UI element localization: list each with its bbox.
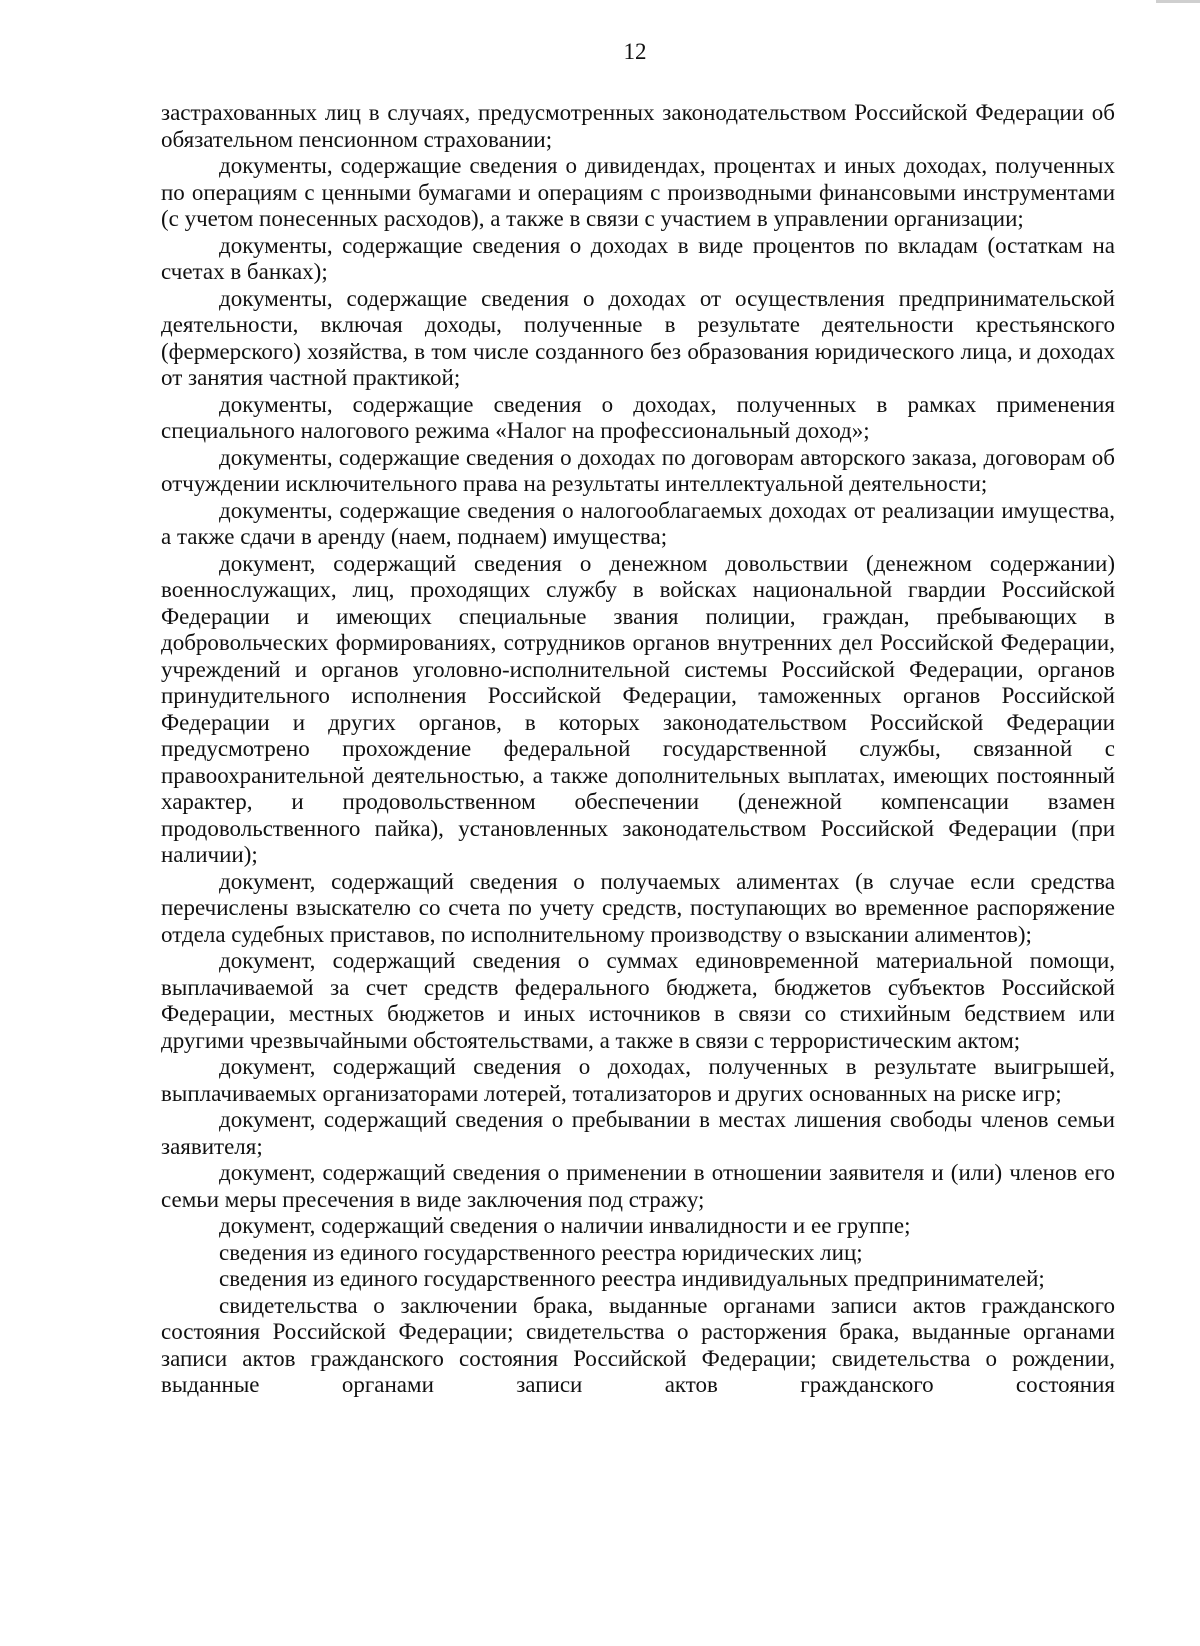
document-body [161,100,1115,1399]
paragraph-professional-income-tax: документы, содержащие сведения о доходах, полученных в рамках применения специального налогового режима «Налог на профессиональный доход»; [161,391,1115,443]
paragraph-material-aid: документ, содержащий сведения о суммах единовременной материальной помощи, выплачиваемой за счет средств федерального бюджета, бюджетов субъектов Российской Федерации, местных бюджетов и иных источников в связи со стихийным бедствием или другими чрезвычайными обстоятельствами, а также в связи с террористическим актом; [161,948,1115,1053]
paragraph-author-contracts: документы, содержащие сведения о доходах по договорам авторского заказа, договорам об отчуждении исключительного права на результаты интеллектуальной деятельности; [161,444,1115,496]
paragraph-business-income: документы, содержащие сведения о доходах от осуществления предпринимательской деятельности, включая доходы, полученные в результате деятельности крестьянского (фермерского) хозяйства, в том числе созданного без образования юридического лица, и доходах от занятия частной практикой; [161,285,1115,390]
paragraph-custody: документ, содержащий сведения о применении в отношении заявителя и (или) членов его семьи меры пресечения в виде заключения под стражу; [161,1160,1115,1212]
page-number: 12 [623,39,647,64]
paragraph-imprisonment: документ, содержащий сведения о пребывании в местах лишения свободы членов семьи заявителя; [161,1107,1115,1159]
paragraph-alimony: документ, содержащий сведения о получаемых алиментах (в случае если средства перечислены взыскателю со счета по учету средств, поступающих во временное распоряжение отдела судебных приставов, по исполнительному производству о взыскании алиментов); [161,868,1115,947]
paragraph-disability: документ, содержащий сведения о наличии инвалидности и ее группе; [219,1213,911,1238]
scan-edge-mark [1156,0,1200,3]
paragraph-lottery-winnings: документ, содержащий сведения о доходах, полученных в результате выигрышей, выплачиваемых организаторами лотерей, тотализаторов и других основанных на риске игр; [161,1054,1115,1106]
paragraph-continued-insured-persons: застрахованных лиц в случаях, предусмотренных законодательством Российской Федерации об обязательном пенсионном страховании; [161,100,1115,152]
paragraph-legal-entities-register: сведения из единого государственного реестра юридических лиц; [219,1239,863,1265]
paragraph-entrepreneurs-register: сведения из единого государственного реестра индивидуальных предпринимателей; [219,1266,1045,1291]
paragraph-deposit-interest: документы, содержащие сведения о доходах в виде процентов по вкладам (остаткам на счетах в банках); [161,232,1115,284]
paragraph-property-income: документы, содержащие сведения о налогооблагаемых доходах от реализации имущества, а также сдачи в аренду (наем, поднаем) имущества; [161,497,1115,549]
paragraph-military-allowance: документ, содержащий сведения о денежном довольствии (денежном содержании) военнослужащих, лиц, проходящих службу в войсках национальной гвардии Российской Федерации и имеющих специальные звания полиции, граждан, пребывающих в добровольческих формированиях, сотрудников органов внутренних дел Российской Федерации, учреждений и органов уголовно-исполнительной системы Российской Федерации, органов принудительного исполнения Российской Федерации, таможенных органов Российской Федерации и других органов, в которых законодательством Российской Федерации предусмотрено прохождение федеральной государственной службы, связанной с правоохранительной деятельностью, а также дополнительных выплатах, имеющих постоянный характер, и продовольственном обеспечении (денежной компенсации взамен продовольственного пайка), установленных законодательством Российской Федерации (при наличии); [161,550,1115,867]
paragraph-civil-status-certificates: свидетельства о заключении брака, выданные органами записи актов гражданского состояния Российской Федерации; свидетельства о расторжения брака, выданные органами записи актов гражданского состояния Российской Федерации; свидетельства о рождении, выданные органами записи актов гражданского состояния [161,1292,1115,1397]
paragraph-dividends: документы, содержащие сведения о дивидендах, процентах и иных доходах, полученных по операциям с ценными бумагами и операциям с производными финансовыми инструментами (с учетом понесенных расходов), а также в связи с участием в управлении организации; [161,153,1115,231]
